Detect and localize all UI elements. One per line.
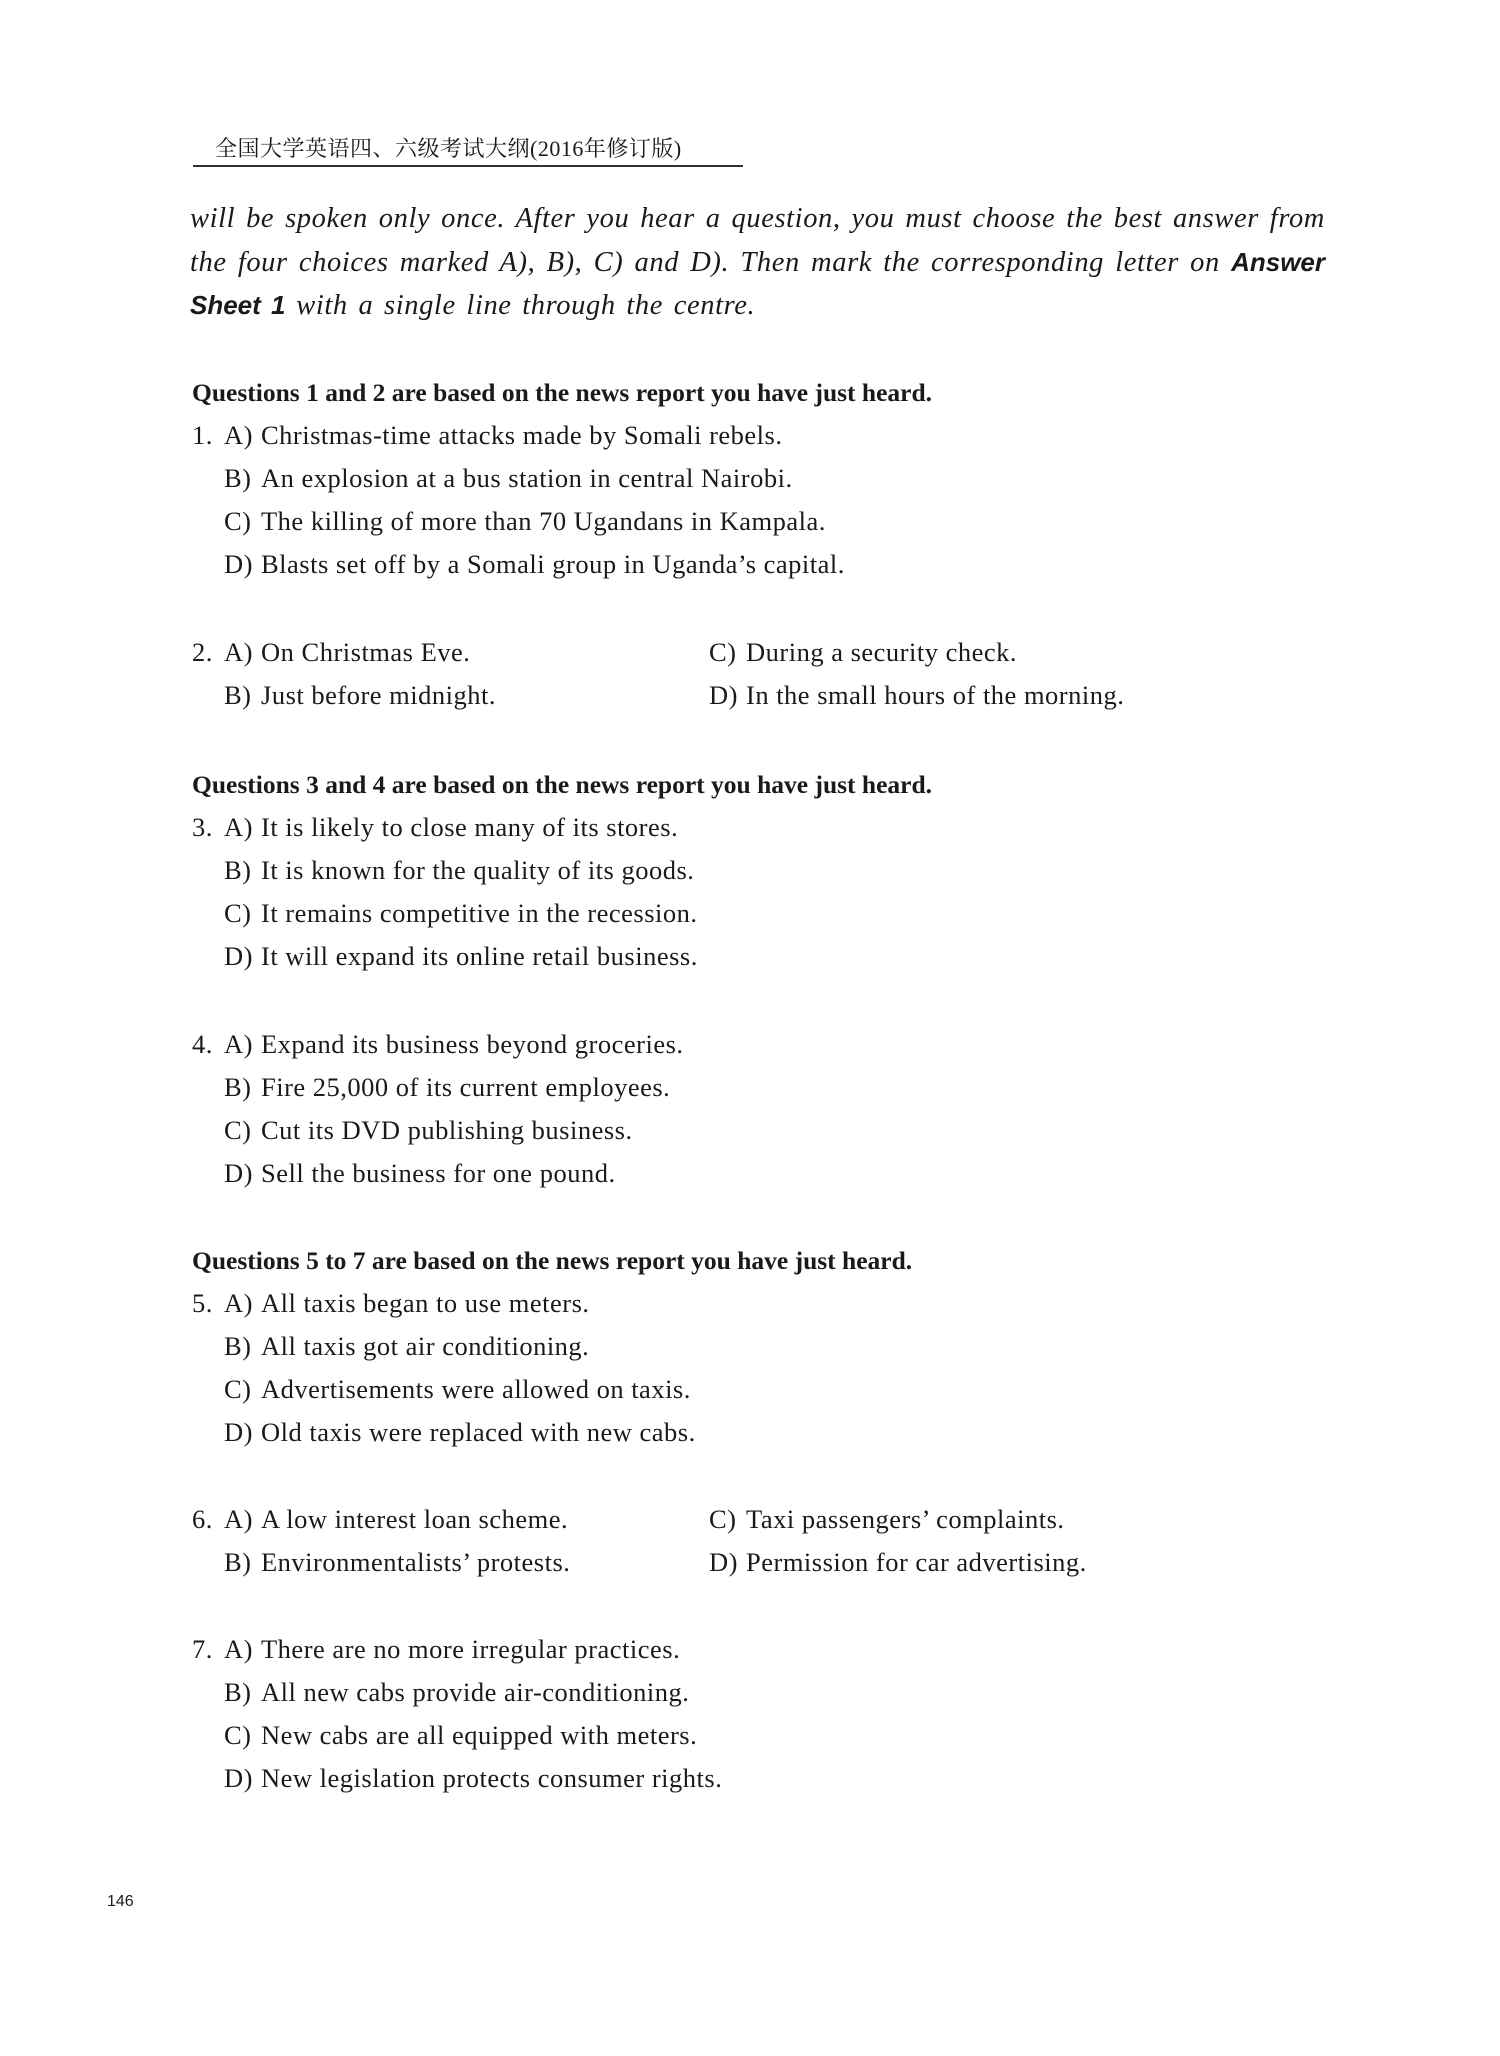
option-text: It remains competitive in the recession. xyxy=(261,898,698,928)
option-text: Old taxis were replaced with new cabs. xyxy=(261,1417,696,1447)
option-letter: D) xyxy=(709,680,738,710)
question-5-option-a[interactable] xyxy=(192,1288,590,1318)
option-letter: C) xyxy=(224,898,252,928)
option-letter: A) xyxy=(224,1288,253,1318)
question-number: 7. xyxy=(192,1634,213,1664)
question-4-option-b[interactable] xyxy=(224,1072,670,1102)
option-text: Permission for car advertising. xyxy=(746,1547,1087,1577)
option-text: New legislation protects consumer rights. xyxy=(261,1763,723,1793)
section-title-q5-7: Questions 5 to 7 are based on the news report you have just heard. xyxy=(192,1246,913,1275)
option-letter: C) xyxy=(224,1374,252,1404)
option-text: In the small hours of the morning. xyxy=(746,680,1125,710)
option-text: It is known for the quality of its goods. xyxy=(261,855,695,885)
option-letter: D) xyxy=(709,1547,738,1577)
question-2-option-c[interactable] xyxy=(709,637,1017,667)
question-2-option-a[interactable] xyxy=(192,637,470,667)
question-2-option-b[interactable] xyxy=(224,680,496,710)
question-3-option-c[interactable] xyxy=(224,898,698,928)
option-text: Sell the business for one pound. xyxy=(261,1158,616,1188)
question-3-option-a[interactable] xyxy=(192,812,678,842)
question-7-option-c[interactable] xyxy=(224,1720,697,1750)
question-6-option-a[interactable] xyxy=(192,1504,568,1534)
question-4-option-a[interactable] xyxy=(192,1029,684,1059)
option-letter: D) xyxy=(224,1763,253,1793)
question-3-option-d[interactable] xyxy=(224,941,698,971)
option-text: Just before midnight. xyxy=(261,680,496,710)
question-number: 6. xyxy=(192,1504,213,1534)
option-letter: B) xyxy=(224,1677,252,1707)
option-text: Fire 25,000 of its current employees. xyxy=(261,1072,671,1102)
question-1-option-d[interactable] xyxy=(224,549,845,579)
question-1-option-a[interactable] xyxy=(192,420,782,450)
option-letter: B) xyxy=(224,1547,252,1577)
question-3-option-b[interactable] xyxy=(224,855,694,885)
option-text: There are no more irregular practices. xyxy=(261,1634,681,1664)
question-1-option-c[interactable] xyxy=(224,506,826,536)
answer-sheet-label: Answer Sheet 1 xyxy=(190,246,1325,320)
option-letter: B) xyxy=(224,855,252,885)
instructions-paragraph xyxy=(190,197,1325,328)
option-letter: B) xyxy=(224,463,252,493)
question-7-option-d[interactable] xyxy=(224,1763,722,1793)
option-text: An explosion at a bus station in central Nairobi. xyxy=(261,463,793,493)
option-text: Cut its DVD publishing business. xyxy=(261,1115,633,1145)
option-letter: A) xyxy=(224,1029,253,1059)
instructions-text-2: with a single line through the centre. xyxy=(285,290,756,321)
running-header: 全国大学英语四、六级考试大纲(2016年修订版) xyxy=(193,136,743,167)
section-title-q1-2: Questions 1 and 2 are based on the news report you have just heard. xyxy=(192,378,933,407)
page-number: 146 xyxy=(107,1893,134,1910)
question-6-option-c[interactable] xyxy=(709,1504,1065,1534)
option-letter: B) xyxy=(224,680,252,710)
option-text: Environmentalists’ protests. xyxy=(261,1547,571,1577)
option-text: All taxis got air conditioning. xyxy=(261,1331,590,1361)
question-number: 4. xyxy=(192,1029,213,1059)
option-letter: A) xyxy=(224,812,253,842)
option-text: It is likely to close many of its stores. xyxy=(261,812,679,842)
option-text: Expand its business beyond groceries. xyxy=(261,1029,684,1059)
question-4-option-d[interactable] xyxy=(224,1158,616,1188)
option-letter: A) xyxy=(224,637,253,667)
option-letter: D) xyxy=(224,1417,253,1447)
option-letter: D) xyxy=(224,549,253,579)
question-number: 1. xyxy=(192,420,213,450)
option-letter: A) xyxy=(224,420,253,450)
option-letter: B) xyxy=(224,1331,252,1361)
question-5-option-b[interactable] xyxy=(224,1331,589,1361)
question-number: 2. xyxy=(192,637,213,667)
option-text: All new cabs provide air-conditioning. xyxy=(261,1677,690,1707)
option-text: All taxis began to use meters. xyxy=(261,1288,590,1318)
question-4-option-c[interactable] xyxy=(224,1115,633,1145)
question-7-option-a[interactable] xyxy=(192,1634,680,1664)
option-letter: C) xyxy=(224,506,252,536)
option-text: Blasts set off by a Somali group in Uganda’s capital. xyxy=(261,549,845,579)
option-letter: A) xyxy=(224,1634,253,1664)
option-letter: C) xyxy=(224,1720,252,1750)
option-letter: D) xyxy=(224,1158,253,1188)
question-6-option-d[interactable] xyxy=(709,1547,1087,1577)
option-text: During a security check. xyxy=(746,637,1018,667)
option-text: Advertisements were allowed on taxis. xyxy=(261,1374,691,1404)
question-number: 5. xyxy=(192,1288,213,1318)
option-letter: D) xyxy=(224,941,253,971)
option-text: On Christmas Eve. xyxy=(261,637,471,667)
option-text: It will expand its online retail business. xyxy=(261,941,698,971)
question-2-option-d[interactable] xyxy=(709,680,1124,710)
option-letter: B) xyxy=(224,1072,252,1102)
question-number: 3. xyxy=(192,812,213,842)
section-title-q3-4: Questions 3 and 4 are based on the news report you have just heard. xyxy=(192,770,933,799)
option-text: Christmas-time attacks made by Somali rebels. xyxy=(261,420,783,450)
question-7-option-b[interactable] xyxy=(224,1677,689,1707)
option-letter: C) xyxy=(709,1504,737,1534)
question-5-option-d[interactable] xyxy=(224,1417,696,1447)
option-text: Taxi passengers’ complaints. xyxy=(746,1504,1065,1534)
option-letter: C) xyxy=(709,637,737,667)
question-6-option-b[interactable] xyxy=(224,1547,570,1577)
option-letter: A) xyxy=(224,1504,253,1534)
question-1-option-b[interactable] xyxy=(224,463,793,493)
option-text: The killing of more than 70 Ugandans in Kampala. xyxy=(261,506,826,536)
question-5-option-c[interactable] xyxy=(224,1374,691,1404)
instructions-text-1: will be spoken only once. After you hear a question, you must choose the best answer from the four choices marked A), B), C) and D). Then mark the corresponding letter on xyxy=(190,203,1325,278)
option-text: New cabs are all equipped with meters. xyxy=(261,1720,698,1750)
option-text: A low interest loan scheme. xyxy=(261,1504,569,1534)
option-letter: C) xyxy=(224,1115,252,1145)
